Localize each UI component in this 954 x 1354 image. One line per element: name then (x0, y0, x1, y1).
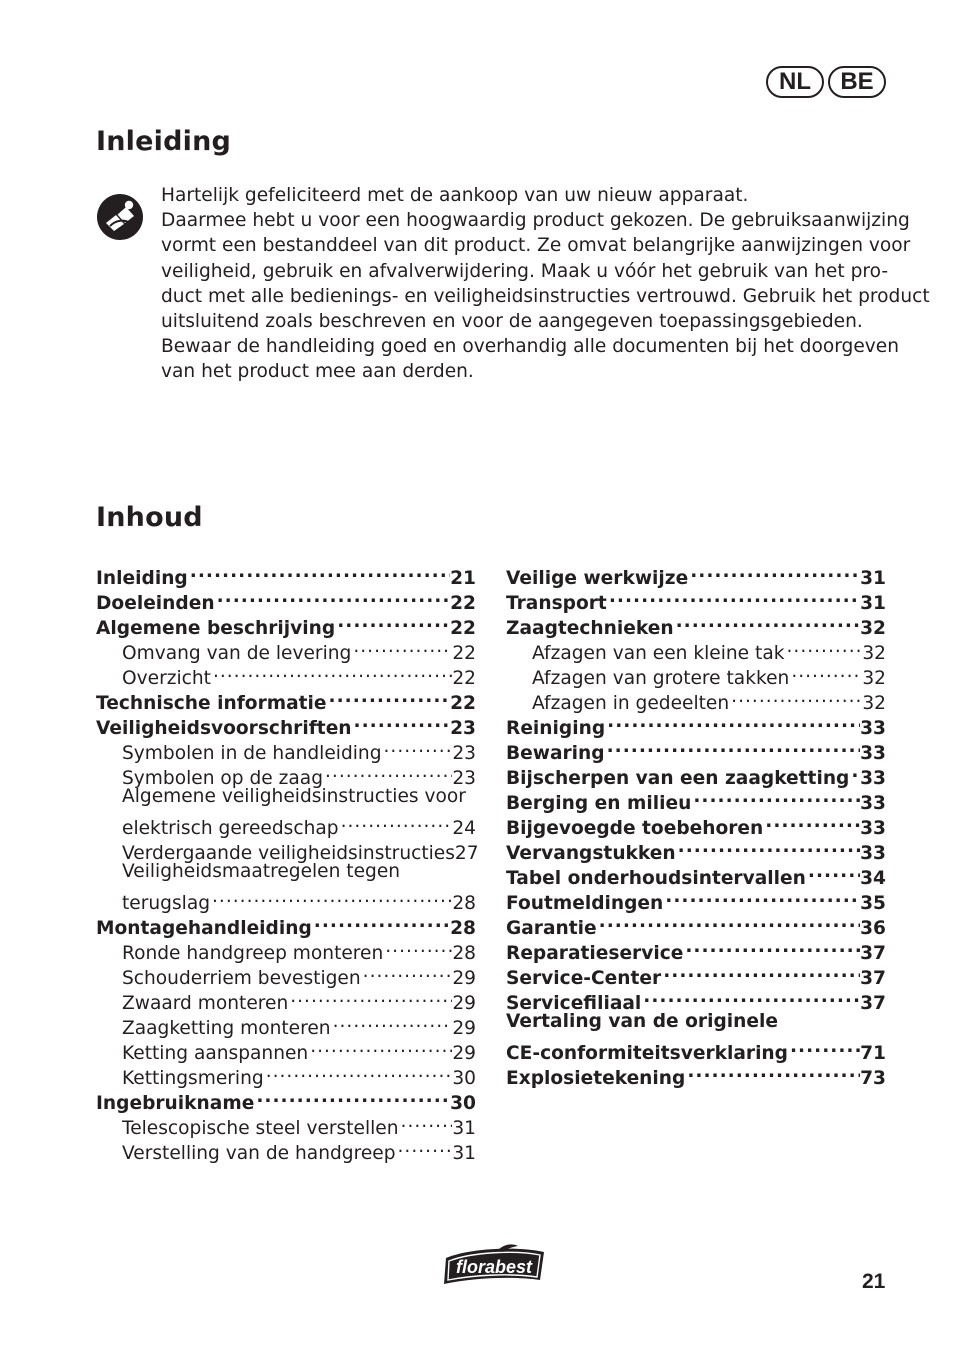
toc-column-left (96, 559, 479, 1164)
language-badges (766, 66, 886, 98)
toc-dot-leader (288, 984, 452, 1009)
toc-dot-leader (806, 859, 860, 884)
toc-dot-leader (308, 1034, 452, 1059)
toc-entry[interactable] (96, 784, 476, 809)
toc-page-number: 22 (450, 693, 476, 714)
toc-page-number: 23 (452, 768, 476, 789)
intro-line: Bewaar de handleiding goed en overhandig alle documenten bij het doorgeven (161, 336, 899, 358)
toc-entry-title: Afzagen van grotere takken (532, 668, 790, 689)
toc-dot-leader (399, 1109, 453, 1134)
toc-dot-leader (396, 1134, 453, 1159)
toc-entry[interactable] (96, 809, 476, 839)
toc-dot-leader (323, 759, 452, 784)
toc-page-number: 29 (452, 1043, 476, 1064)
toc-dot-leader (729, 684, 862, 709)
toc-entry-title: Transport (506, 593, 607, 614)
toc-entry-title: Symbolen in de handleiding (122, 743, 382, 764)
toc-entry-title: CE-conformiteitsverklaring (506, 1043, 788, 1064)
toc-entry-title: Technische informatie (96, 693, 327, 714)
toc-entry-title: Telescopische steel verstellen (122, 1118, 399, 1139)
toc-entry-title: Doeleinden (96, 593, 215, 614)
toc-entry-title: Reparatieservice (506, 943, 684, 964)
toc-dot-leader (674, 609, 861, 634)
toc-page-number: 37 (860, 968, 886, 989)
toc-dot-leader (211, 659, 452, 684)
toc-entry-title: Tabel onderhoudsintervallen (506, 868, 806, 889)
intro-heading: Inleiding (96, 126, 232, 157)
toc-page-number: 33 (860, 818, 886, 839)
toc-entry-title: Overzicht (122, 668, 211, 689)
toc-dot-leader (849, 759, 860, 784)
toc-dot-leader (685, 1059, 860, 1084)
toc-page-number: 36 (860, 918, 886, 939)
toc-page-number: 22 (450, 593, 476, 614)
toc-page-number: 33 (860, 743, 886, 764)
toc-entry-title: Algemene veiligheidsinstructies voor (122, 786, 466, 807)
toc-page-number: 29 (452, 993, 476, 1014)
intro-line: Hartelijk gefeliciteerd met de aankoop van uw nieuw apparaat. (161, 185, 749, 206)
toc-dot-leader (210, 884, 452, 909)
toc-dot-leader (351, 634, 452, 659)
toc-column-right (506, 559, 886, 1089)
toc-entry[interactable] (506, 1009, 886, 1034)
toc-page-number: 22 (452, 643, 476, 664)
toc-entry-title: Afzagen van een kleine tak (532, 643, 785, 664)
toc-dot-leader (597, 909, 860, 934)
toc-page-number: 23 (452, 743, 476, 764)
toc-entry-title: Bewaring (506, 743, 605, 764)
toc-dot-leader (382, 734, 453, 759)
toc-entry[interactable] (96, 884, 476, 914)
toc-dot-leader (789, 659, 862, 684)
read-manual-icon (96, 193, 144, 241)
intro-line: vormt een bestanddeel van dit product. Ze omvat belangrijke aanwijzingen voor (161, 235, 911, 257)
toc-entry-title: elektrisch gereedschap (122, 818, 339, 839)
toc-entry-title: Garantie (506, 918, 597, 939)
lang-badge-nl: NL (766, 66, 824, 98)
toc-page-number: 33 (860, 718, 886, 739)
toc-page-number: 31 (452, 1143, 476, 1164)
toc-entry-title: Veiligheidsvoorschriften (96, 718, 352, 739)
toc-dot-leader (188, 559, 450, 584)
toc-page-number: 22 (452, 668, 476, 689)
toc-page-number: 29 (452, 1018, 476, 1039)
toc-page-number: 32 (862, 693, 886, 714)
toc-page-number: 33 (860, 843, 886, 864)
toc-page-number: 31 (452, 1118, 476, 1139)
toc-entry-title: Reiniging (506, 718, 606, 739)
toc-page-number: 37 (860, 943, 886, 964)
toc-entry-title: Ingebruikname (96, 1093, 255, 1114)
toc-entry-title: Schouderriem bevestigen (122, 968, 361, 989)
toc-entry-title: Zwaard monteren (122, 993, 289, 1014)
toc-page-number: 24 (452, 818, 476, 839)
toc-page-number: 71 (860, 1043, 886, 1064)
toc-dot-leader (788, 1034, 860, 1059)
intro-line: uitsluitend zoals beschreven en voor de aangegeven toepassingsgebieden. (161, 311, 863, 333)
toc-entry-title: Zaagketting monteren (122, 1018, 331, 1039)
toc-page-number: 30 (450, 1093, 476, 1114)
toc-dot-leader (264, 1059, 453, 1084)
toc-entry-title: Verstelling van de handgreep (122, 1143, 396, 1164)
intro-line: veiligheid, gebruik en afvalverwijdering. Maak u vóór het gebruik van het pro- (161, 260, 889, 282)
toc-entry-title: terugslag (122, 893, 211, 914)
toc-entry-title: Montagehandleiding (96, 918, 312, 939)
toc-page-number: 27 (454, 843, 479, 864)
toc-entry-title: Explosietekening (506, 1068, 686, 1089)
toc-page-number: 29 (452, 968, 476, 989)
toc-page-number: 32 (862, 668, 886, 689)
toc-entry[interactable] (506, 1034, 886, 1064)
toc-entry-title: Servicefiliaal (506, 993, 642, 1014)
toc-dot-leader (327, 684, 451, 709)
toc-dot-leader (683, 934, 860, 959)
toc-page-number: 37 (860, 993, 886, 1014)
toc-dot-leader (607, 584, 860, 609)
intro-line: van het product mee aan derden. (161, 361, 474, 383)
toc-dot-leader (361, 959, 453, 984)
toc-page-number: 28 (452, 943, 476, 964)
toc-page-number: 28 (452, 893, 476, 914)
toc-entry-title: Algemene beschrijving (96, 618, 336, 639)
toc-entry-title: Vertaling van de originele (506, 1011, 778, 1032)
toc-page-number: 33 (860, 793, 886, 814)
toc-dot-leader (763, 809, 860, 834)
toc-page-number: 21 (450, 568, 476, 589)
toc-dot-leader (661, 959, 860, 984)
toc-dot-leader (383, 934, 452, 959)
toc-entry[interactable] (96, 559, 476, 589)
toc-entry-title: Verdergaande veiligheidsinstructies (122, 843, 455, 864)
toc-page-number: 73 (860, 1068, 886, 1089)
toc-dot-leader (605, 709, 860, 734)
toc-dot-leader (312, 909, 450, 934)
toc-entry-title: Berging en milieu (506, 793, 692, 814)
toc-entry-title: Inleiding (96, 568, 188, 589)
toc-dot-leader (215, 584, 451, 609)
toc-entry-title: Ronde handgreep monteren (122, 943, 384, 964)
toc-entry-title: Omvang van de levering (122, 643, 352, 664)
toc-dot-leader (352, 709, 451, 734)
toc-page-number: 31 (860, 568, 886, 589)
toc-entry-title: Ketting aanspannen (122, 1043, 309, 1064)
toc-dot-leader (785, 634, 863, 659)
toc-dot-leader (331, 1009, 453, 1034)
toc-dot-leader (335, 609, 450, 634)
toc-entry-title: Zaagtechnieken (506, 618, 674, 639)
florabest-logo (440, 1244, 548, 1286)
toc-entry-title: Bijgevoegde toebehoren (506, 818, 764, 839)
intro-line: Daarmee hebt u voor een hoogwaardig product gekozen. De gebruiksaanwijzing (161, 210, 910, 232)
toc-dot-leader (663, 884, 860, 909)
toc-entry-title: Afzagen in gedeelten (532, 693, 730, 714)
toc-page-number: 32 (862, 643, 886, 664)
toc-entry-title: Vervangstukken (506, 843, 676, 864)
toc-page-number: 31 (860, 593, 886, 614)
toc-entry-title: Veiligheidsmaatregelen tegen (122, 861, 401, 882)
toc-page-number: 33 (860, 768, 886, 789)
logo-text: florabest (455, 1257, 533, 1277)
toc-page-number: 32 (860, 618, 886, 639)
toc-page-number: 30 (452, 1068, 476, 1089)
page-number: 21 (862, 1270, 886, 1293)
toc-dot-leader (688, 559, 860, 584)
toc-page-number: 23 (450, 718, 476, 739)
toc-page-number: 35 (860, 893, 886, 914)
toc-dot-leader (676, 834, 860, 859)
toc-page-number: 28 (450, 918, 476, 939)
intro-line: duct met alle bedienings- en veiligheidsinstructies vertrouwd. Gebruik het product (161, 285, 930, 307)
toc-entry-title: Symbolen op de zaag (122, 768, 323, 789)
toc-entry[interactable] (506, 559, 886, 589)
toc-dot-leader (691, 784, 860, 809)
toc-entry-title: Service-Center (506, 968, 662, 989)
toc-dot-leader (641, 984, 860, 1009)
toc-dot-leader (339, 809, 453, 834)
toc-page-number: 22 (450, 618, 476, 639)
toc-dot-leader (254, 1084, 450, 1109)
toc-entry-title: Kettingsmering (122, 1068, 264, 1089)
intro-text (161, 183, 930, 385)
lang-badge-be: BE (828, 66, 886, 98)
toc-entry-title: Veilige werkwijze (506, 568, 689, 589)
toc-entry-title: Foutmeldingen (506, 893, 664, 914)
toc-entry-title: Bijscherpen van een zaagketting (506, 768, 850, 789)
toc-heading: Inhoud (96, 502, 203, 533)
toc-dot-leader (605, 734, 861, 759)
toc-page-number: 34 (860, 868, 886, 889)
